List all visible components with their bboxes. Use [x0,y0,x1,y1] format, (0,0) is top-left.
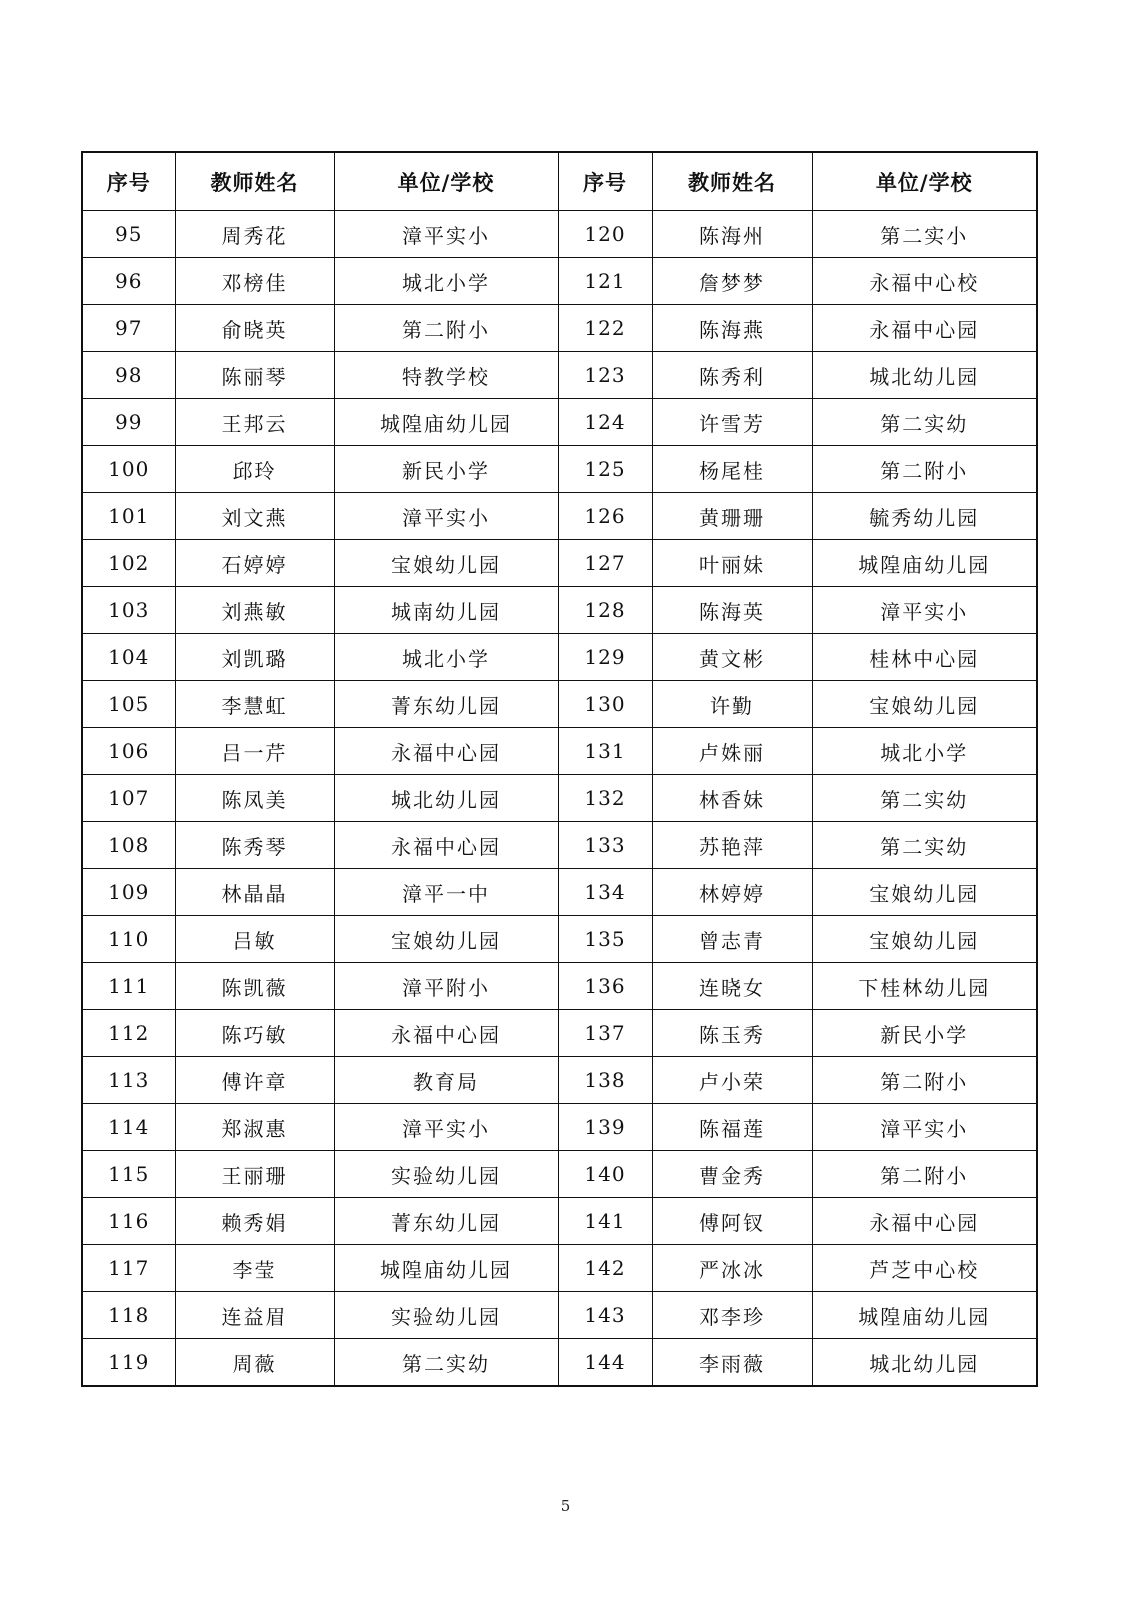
school-cell: 城南幼儿园 [334,587,558,634]
school-cell: 第二实幼 [812,775,1037,822]
serial-cell: 120 [558,211,652,258]
teacher-name-cell: 陈海州 [652,211,812,258]
table-row [82,258,1037,305]
teacher-name-cell: 许勤 [652,681,812,728]
serial-cell: 104 [82,634,175,681]
school-cell: 城隍庙幼儿园 [334,1245,558,1292]
table-row [82,399,1037,446]
school-cell: 城北小学 [334,258,558,305]
school-cell: 漳平实小 [812,587,1037,634]
school-cell: 第二附小 [812,446,1037,493]
table-row [82,1151,1037,1198]
table-row [82,728,1037,775]
teacher-name-cell: 陈凤美 [175,775,334,822]
teacher-name-cell: 黄文彬 [652,634,812,681]
teacher-name-cell: 林婷婷 [652,869,812,916]
teacher-name-cell: 林香妹 [652,775,812,822]
school-cell: 漳平一中 [334,869,558,916]
serial-cell: 116 [82,1198,175,1245]
school-cell: 第二附小 [334,305,558,352]
school-cell: 第二附小 [812,1151,1037,1198]
school-cell: 永福中心园 [812,305,1037,352]
teacher-name-cell: 卢小荣 [652,1057,812,1104]
serial-cell: 142 [558,1245,652,1292]
teacher-name-cell: 李雨薇 [652,1339,812,1387]
header-teacher-name-right: 教师姓名 [652,152,812,211]
header-serial-right: 序号 [558,152,652,211]
teacher-name-cell: 王丽珊 [175,1151,334,1198]
serial-cell: 128 [558,587,652,634]
school-cell: 永福中心园 [812,1198,1037,1245]
school-cell: 菁东幼儿园 [334,1198,558,1245]
school-cell: 第二实幼 [812,399,1037,446]
table-row [82,916,1037,963]
table-row [82,493,1037,540]
table-row [82,869,1037,916]
school-cell: 下桂林幼儿园 [812,963,1037,1010]
serial-cell: 98 [82,352,175,399]
serial-cell: 114 [82,1104,175,1151]
table-row [82,1245,1037,1292]
school-cell: 漳平附小 [334,963,558,1010]
serial-cell: 111 [82,963,175,1010]
serial-cell: 131 [558,728,652,775]
serial-cell: 139 [558,1104,652,1151]
header-school-left: 单位/学校 [334,152,558,211]
teacher-name-cell: 傅阿钗 [652,1198,812,1245]
school-cell: 实验幼儿园 [334,1151,558,1198]
teacher-name-cell: 刘文燕 [175,493,334,540]
serial-cell: 105 [82,681,175,728]
school-cell: 城北小学 [812,728,1037,775]
teacher-name-cell: 李慧虹 [175,681,334,728]
teacher-name-cell: 俞晓英 [175,305,334,352]
serial-cell: 126 [558,493,652,540]
serial-cell: 121 [558,258,652,305]
serial-cell: 112 [82,1010,175,1057]
teacher-name-cell: 陈凯薇 [175,963,334,1010]
serial-cell: 95 [82,211,175,258]
teacher-name-cell: 王邦云 [175,399,334,446]
school-cell: 城北幼儿园 [812,352,1037,399]
table-row [82,634,1037,681]
teacher-name-cell: 周秀花 [175,211,334,258]
table-row [82,822,1037,869]
teacher-name-cell: 苏艳萍 [652,822,812,869]
teacher-name-cell: 许雪芳 [652,399,812,446]
table-row [82,681,1037,728]
school-cell: 宝娘幼儿园 [334,540,558,587]
table-row [82,587,1037,634]
serial-cell: 107 [82,775,175,822]
teacher-name-cell: 刘凯璐 [175,634,334,681]
teacher-name-cell: 郑淑惠 [175,1104,334,1151]
serial-cell: 110 [82,916,175,963]
serial-cell: 143 [558,1292,652,1339]
serial-cell: 115 [82,1151,175,1198]
school-cell: 城隍庙幼儿园 [812,1292,1037,1339]
serial-cell: 108 [82,822,175,869]
serial-cell: 103 [82,587,175,634]
table-row [82,1198,1037,1245]
teacher-name-cell: 连晓女 [652,963,812,1010]
teacher-name-cell: 李莹 [175,1245,334,1292]
teacher-roster-table [81,151,1038,1387]
header-serial-left: 序号 [82,152,175,211]
table-row [82,1339,1037,1387]
header-row [82,152,1037,211]
serial-cell: 96 [82,258,175,305]
serial-cell: 130 [558,681,652,728]
teacher-name-cell: 傅许章 [175,1057,334,1104]
school-cell: 教育局 [334,1057,558,1104]
serial-cell: 106 [82,728,175,775]
teacher-name-cell: 黄珊珊 [652,493,812,540]
teacher-name-cell: 陈海英 [652,587,812,634]
school-cell: 毓秀幼儿园 [812,493,1037,540]
teacher-name-cell: 吕一芹 [175,728,334,775]
school-cell: 芦芝中心校 [812,1245,1037,1292]
serial-cell: 136 [558,963,652,1010]
teacher-name-cell: 曾志青 [652,916,812,963]
serial-cell: 137 [558,1010,652,1057]
serial-cell: 124 [558,399,652,446]
teacher-name-cell: 陈玉秀 [652,1010,812,1057]
school-cell: 永福中心园 [334,822,558,869]
school-cell: 漳平实小 [334,211,558,258]
school-cell: 实验幼儿园 [334,1292,558,1339]
school-cell: 漳平实小 [334,493,558,540]
teacher-name-cell: 陈秀利 [652,352,812,399]
serial-cell: 109 [82,869,175,916]
teacher-name-cell: 林晶晶 [175,869,334,916]
serial-cell: 113 [82,1057,175,1104]
serial-cell: 125 [558,446,652,493]
table-row [82,446,1037,493]
serial-cell: 134 [558,869,652,916]
table-row [82,211,1037,258]
school-cell: 第二实幼 [812,822,1037,869]
table-row [82,963,1037,1010]
school-cell: 城北小学 [334,634,558,681]
school-cell: 宝娘幼儿园 [812,869,1037,916]
serial-cell: 132 [558,775,652,822]
school-cell: 第二实小 [812,211,1037,258]
serial-cell: 140 [558,1151,652,1198]
header-school-right: 单位/学校 [812,152,1037,211]
serial-cell: 133 [558,822,652,869]
school-cell: 特教学校 [334,352,558,399]
school-cell: 宝娘幼儿园 [334,916,558,963]
school-cell: 第二附小 [812,1057,1037,1104]
table-row [82,540,1037,587]
teacher-name-cell: 詹梦梦 [652,258,812,305]
serial-cell: 119 [82,1339,175,1387]
school-cell: 漳平实小 [812,1104,1037,1151]
teacher-name-cell: 曹金秀 [652,1151,812,1198]
teacher-name-cell: 吕敏 [175,916,334,963]
table-row [82,1104,1037,1151]
school-cell: 永福中心园 [334,728,558,775]
school-cell: 新民小学 [812,1010,1037,1057]
table-row [82,775,1037,822]
teacher-name-cell: 陈丽琴 [175,352,334,399]
teacher-name-cell: 邱玲 [175,446,334,493]
serial-cell: 100 [82,446,175,493]
school-cell: 宝娘幼儿园 [812,681,1037,728]
serial-cell: 122 [558,305,652,352]
teacher-name-cell: 邓榜佳 [175,258,334,305]
table-row [82,352,1037,399]
serial-cell: 141 [558,1198,652,1245]
table-row [82,305,1037,352]
page-number: 5 [560,1497,571,1515]
serial-cell: 117 [82,1245,175,1292]
serial-cell: 129 [558,634,652,681]
school-cell: 永福中心园 [334,1010,558,1057]
teacher-name-cell: 严冰冰 [652,1245,812,1292]
school-cell: 永福中心校 [812,258,1037,305]
serial-cell: 144 [558,1339,652,1387]
teacher-name-cell: 陈福莲 [652,1104,812,1151]
teacher-name-cell: 陈巧敏 [175,1010,334,1057]
school-cell: 第二实幼 [334,1339,558,1387]
header-teacher-name-left: 教师姓名 [175,152,334,211]
teacher-name-cell: 赖秀娟 [175,1198,334,1245]
serial-cell: 135 [558,916,652,963]
table-body [82,211,1037,1387]
table-header [82,152,1037,211]
school-cell: 漳平实小 [334,1104,558,1151]
school-cell: 菁东幼儿园 [334,681,558,728]
table-row [82,1057,1037,1104]
school-cell: 新民小学 [334,446,558,493]
table-row [82,1010,1037,1057]
school-cell: 城隍庙幼儿园 [812,540,1037,587]
teacher-name-cell: 周薇 [175,1339,334,1387]
teacher-name-cell: 叶丽妹 [652,540,812,587]
serial-cell: 138 [558,1057,652,1104]
school-cell: 城隍庙幼儿园 [334,399,558,446]
teacher-name-cell: 刘燕敏 [175,587,334,634]
teacher-name-cell: 陈海燕 [652,305,812,352]
school-cell: 城北幼儿园 [812,1339,1037,1387]
serial-cell: 118 [82,1292,175,1339]
serial-cell: 123 [558,352,652,399]
school-cell: 宝娘幼儿园 [812,916,1037,963]
serial-cell: 127 [558,540,652,587]
table-row [82,1292,1037,1339]
teacher-name-cell: 连益眉 [175,1292,334,1339]
serial-cell: 102 [82,540,175,587]
teacher-name-cell: 卢姝丽 [652,728,812,775]
serial-cell: 101 [82,493,175,540]
school-cell: 城北幼儿园 [334,775,558,822]
serial-cell: 99 [82,399,175,446]
serial-cell: 97 [82,305,175,352]
teacher-name-cell: 石婷婷 [175,540,334,587]
teacher-name-cell: 杨尾桂 [652,446,812,493]
teacher-name-cell: 邓李珍 [652,1292,812,1339]
school-cell: 桂林中心园 [812,634,1037,681]
teacher-name-cell: 陈秀琴 [175,822,334,869]
